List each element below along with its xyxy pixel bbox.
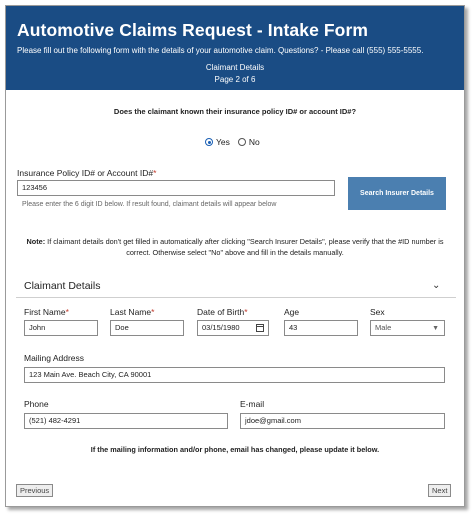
note-text: [24, 236, 446, 258]
next-button[interactable]: Next: [428, 484, 451, 497]
progress-section-label: Claimant Details: [205, 63, 265, 72]
section-title-claimant: Claimant Details: [24, 280, 101, 292]
policy-id-input[interactable]: 123456: [17, 180, 335, 196]
age-input[interactable]: 43: [284, 320, 358, 336]
dob-input[interactable]: [197, 320, 269, 336]
dob-value: 03/15/1980: [202, 323, 240, 332]
email-input[interactable]: jdoe@gmail.com: [240, 413, 445, 429]
update-info-note: If the mailing information and/or phone, email has changed, please update it below.: [90, 445, 380, 454]
address-label: Mailing Address: [24, 353, 85, 363]
radio-yes-dot[interactable]: [205, 138, 213, 146]
email-label: E-mail: [240, 399, 265, 409]
radio-no[interactable]: [238, 137, 260, 147]
policy-id-label-text: Insurance Policy ID# or Account ID#: [17, 168, 154, 178]
sex-select[interactable]: [370, 320, 445, 336]
required-mark: *: [65, 307, 69, 317]
form-title: Automotive Claims Request - Intake Form: [17, 20, 369, 40]
policy-id-label: [17, 168, 156, 178]
search-insurer-button[interactable]: Search Insurer Details: [348, 177, 446, 210]
page-indicator: Page 2 of 6: [6, 73, 464, 87]
note-label: Note:: [26, 237, 46, 246]
policy-known-radio-group: [205, 137, 260, 147]
radio-yes[interactable]: [205, 137, 230, 147]
required-mark: *: [244, 307, 248, 317]
sex-selected-value: Male: [375, 323, 392, 332]
previous-button[interactable]: Previous: [16, 484, 53, 497]
address-input[interactable]: 123 Main Ave. Beach City, CA 90001: [24, 367, 445, 383]
chevron-down-icon[interactable]: ⌄: [432, 280, 441, 291]
age-label: Age: [284, 307, 300, 317]
first-name-label: [24, 307, 69, 317]
form-subtitle: Please fill out the following form with the details of your automotive claim. Questions? - Please call (555) 555-5555.: [17, 46, 424, 55]
note-body: If claimant details don't get filled in automatically after clicking "Search Insurer Details", please verify that the #ID number is correct. Otherwise select "No" above and fill in the details manually.: [45, 237, 444, 257]
required-mark: *: [153, 168, 157, 178]
dob-label-text: Date of Birth: [197, 307, 245, 317]
first-name-input[interactable]: John: [24, 320, 98, 336]
phone-label: Phone: [24, 399, 49, 409]
radio-no-label: No: [248, 137, 260, 147]
radio-no-dot[interactable]: [238, 138, 246, 146]
policy-question: Does the claimant known their insurance policy ID# or account ID#?: [113, 107, 357, 116]
phone-input[interactable]: (521) 482-4291: [24, 413, 228, 429]
required-mark: *: [151, 307, 155, 317]
first-name-label-text: First Name: [24, 307, 66, 317]
section-divider: [16, 297, 456, 298]
calendar-icon[interactable]: [256, 324, 264, 332]
sex-label: Sex: [370, 307, 385, 317]
policy-id-hint: Please enter the 6 digit ID below. If result found, claimant details will appear below: [22, 201, 277, 208]
radio-yes-label: Yes: [216, 137, 230, 147]
last-name-input[interactable]: Doe: [110, 320, 184, 336]
last-name-label-text: Last Name: [110, 307, 152, 317]
last-name-label: [110, 307, 154, 317]
chevron-down-icon: ▼: [432, 325, 439, 332]
dob-label: [197, 307, 248, 317]
